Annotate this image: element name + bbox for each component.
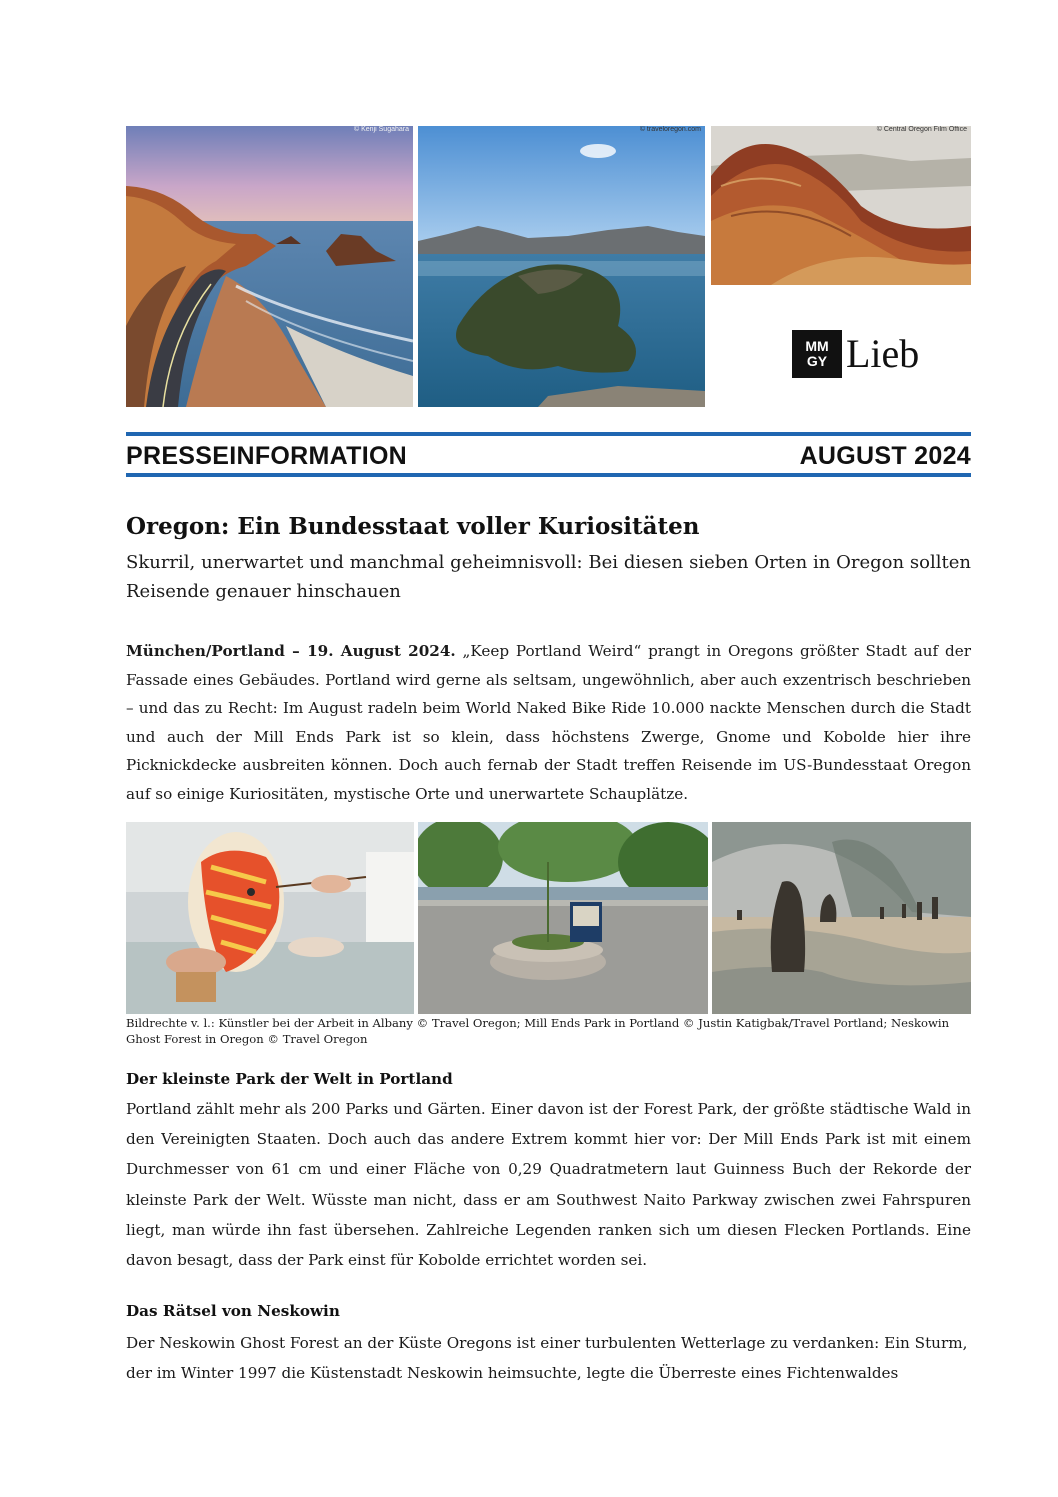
section-body-neskowin: Der Neskowin Ghost Forest an der Küste Oregons ist einer turbulenten Wetterlage zu verdanken: Ein Sturm, der im Winter 1997 die Küstenstadt Neskowin heimsuchte, legte die Überreste eines Fichtenwaldes (126, 1334, 968, 1383)
section-heading-neskowin: Das Rätsel von Neskowin (126, 1302, 340, 1320)
logo-mark-bottom: GY (806, 353, 828, 369)
mmgy-lieb-logo (792, 330, 942, 382)
header-rule-top (126, 432, 971, 436)
photo-caption: Bildrechte v. l.: Künstler bei der Arbeit in Albany © Travel Oregon; Mill Ends Park in Portland © Justin Katigbak/Travel Portland; Neskowin Ghost Forest in Oregon © Travel Oregon (126, 1016, 950, 1046)
logo-mark (792, 330, 842, 378)
headline: Oregon: Ein Bundesstaat voller Kuriositäten (126, 513, 700, 540)
crater-lake-photo (418, 126, 705, 407)
photo-credit: © Kenji Sugahara (354, 126, 409, 133)
intro-text: „Keep Portland Weird“ prangt in Oregons größter Stadt auf der Fassade eines Gebäudes. Portland wird gerne als seltsam, ungewöhnlich, aber auch exzentrisch beschrieben – und das zu Recht: Im August radeln beim World Naked Bike Ride 10.000 nackte Menschen durch die Stadt und auch der Mill Ends Park ist so klein, dass höchstens Zwerge, Gnome und Kobolde hier ihre Picknickdecke ausbreiten können. Doch auch fernab der Stadt treffen Reisende im US-Bundesstaat Oregon auf so einige Kuriositäten, mystische Orte und unerwartete Schauplätze. (126, 642, 971, 803)
section-heading-mill-ends: Der kleinste Park der Welt in Portland (126, 1070, 453, 1088)
press-label: PRESSEINFORMATION (126, 442, 408, 470)
coast-photo (126, 126, 413, 407)
photo-credit: © traveloregon.com (639, 126, 701, 133)
painted-hills-photo (711, 126, 971, 285)
header-rule-bottom (126, 473, 971, 477)
logo-wordmark: Lieb (846, 331, 920, 376)
intro-paragraph (126, 637, 971, 808)
issue-date: AUGUST 2024 (799, 442, 971, 470)
subheadline: Skurril, unerwartet und manchmal geheimnisvoll: Bei diesen sieben Orten in Oregon sollten Reisende genauer hinschauen (126, 552, 971, 602)
logo-mark-top: MM (805, 338, 829, 354)
mill-ends-park-photo (418, 822, 708, 1014)
artist-photo (126, 822, 414, 1014)
ghost-forest-photo (712, 822, 971, 1014)
dateline: München/Portland – 19. August 2024. (126, 642, 456, 660)
section-body-mill-ends: Portland zählt mehr als 200 Parks und Gärten. Einer davon ist der Forest Park, der größte städtische Wald in den Vereinigten Staaten. Doch auch das andere Extrem kommt hier vor: Der Mill Ends Park ist mit einem Durchmesser von 61 cm und einer Fläche von 0,29 Quadratmetern laut Guinness Buch der Rekorde der kleinste Park der Welt. Wüsste man nicht, dass er am Southwest Naito Parkway zwischen zwei Fahrspuren liegt, man würde ihn fast übersehen. Zahlreiche Legenden ranken sich um diesen Flecken Portlands. Eine davon besagt, dass der Park einst für Kobolde errichtet worden sei. (126, 1100, 971, 1270)
photo-credit: © Central Oregon Film Office (876, 126, 967, 133)
